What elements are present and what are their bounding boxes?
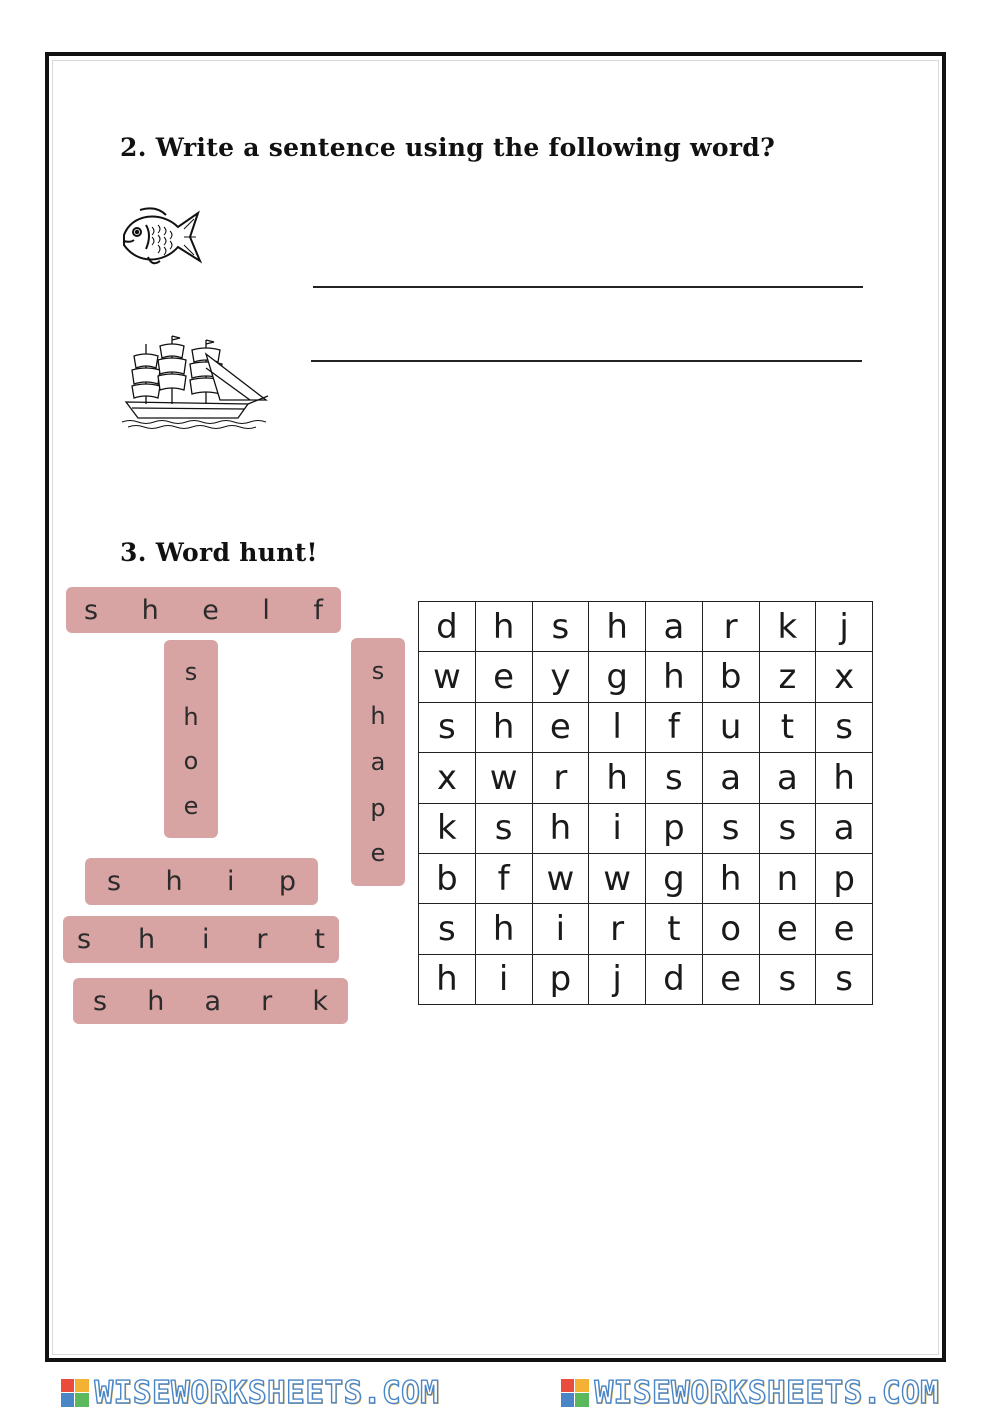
grid-cell[interactable]: e — [703, 955, 760, 1005]
footer-watermark — [0, 1372, 1000, 1413]
grid-cell[interactable]: t — [646, 904, 703, 954]
grid-cell[interactable]: d — [419, 602, 476, 652]
answer-line-1[interactable] — [313, 286, 863, 288]
word-tile-letter: o — [183, 747, 199, 776]
word-tile-letter: t — [314, 924, 325, 955]
grid-cell[interactable]: u — [703, 703, 760, 753]
grid-cell[interactable]: h — [476, 904, 533, 954]
grid-cell[interactable]: h — [703, 854, 760, 904]
word-tile-letter: i — [201, 924, 210, 955]
grid-cell[interactable]: s — [703, 804, 760, 854]
grid-cell[interactable]: a — [760, 753, 817, 803]
answer-line-2[interactable] — [311, 360, 862, 362]
fish-icon — [118, 205, 204, 271]
brand-logo-icon — [561, 1379, 589, 1407]
word-tile-letter: s — [184, 658, 198, 687]
word-tile-letter: k — [312, 985, 328, 1017]
grid-cell[interactable]: t — [760, 703, 817, 753]
grid-cell[interactable]: s — [760, 804, 817, 854]
brand-text: WISEWORKSHEETS.COM — [94, 1374, 440, 1411]
grid-cell[interactable]: p — [533, 955, 590, 1005]
grid-cell[interactable]: f — [646, 703, 703, 753]
grid-cell[interactable]: k — [760, 602, 817, 652]
grid-cell[interactable]: n — [760, 854, 817, 904]
grid-cell[interactable]: d — [646, 955, 703, 1005]
grid-cell[interactable]: r — [533, 753, 590, 803]
grid-cell[interactable]: s — [816, 703, 873, 753]
word-tile-ship[interactable] — [85, 858, 318, 905]
grid-cell[interactable]: e — [476, 652, 533, 702]
grid-cell[interactable]: e — [760, 904, 817, 954]
word-tile-letter: h — [141, 594, 159, 626]
word-tile-letter: s — [77, 924, 92, 955]
grid-cell[interactable]: w — [589, 854, 646, 904]
word-tile-letter: a — [370, 747, 386, 776]
grid-cell[interactable]: w — [476, 753, 533, 803]
word-tile-shelf[interactable] — [66, 587, 341, 633]
brand-logo-icon — [61, 1379, 89, 1407]
word-tile-letter: p — [370, 793, 386, 822]
grid-cell[interactable]: r — [703, 602, 760, 652]
grid-cell[interactable]: s — [419, 703, 476, 753]
grid-cell[interactable]: x — [419, 753, 476, 803]
grid-cell[interactable]: i — [533, 904, 590, 954]
word-tile-letter: e — [202, 594, 219, 626]
grid-cell[interactable]: w — [533, 854, 590, 904]
grid-cell[interactable]: p — [646, 804, 703, 854]
grid-cell[interactable]: s — [816, 955, 873, 1005]
section-3-heading: 3. Word hunt! — [120, 538, 318, 567]
word-tile-letter: s — [371, 656, 385, 685]
word-tile-shark[interactable] — [73, 978, 348, 1024]
grid-cell[interactable]: r — [589, 904, 646, 954]
word-tile-letter: s — [93, 985, 108, 1017]
grid-cell[interactable]: h — [816, 753, 873, 803]
grid-cell[interactable]: j — [816, 602, 873, 652]
word-tile-letter: r — [256, 924, 268, 955]
ship-icon — [120, 334, 270, 430]
word-tile-letter: h — [137, 924, 156, 955]
word-tile-letter: f — [313, 594, 323, 626]
word-tile-letter: r — [261, 985, 273, 1017]
word-tile-shirt[interactable] — [63, 916, 339, 963]
grid-cell[interactable]: h — [589, 753, 646, 803]
grid-cell[interactable]: y — [533, 652, 590, 702]
grid-cell[interactable]: s — [760, 955, 817, 1005]
grid-cell[interactable]: x — [816, 652, 873, 702]
word-tile-letter: h — [183, 702, 199, 731]
word-tile-letter: a — [204, 985, 221, 1017]
grid-cell[interactable]: h — [589, 602, 646, 652]
brand-watermark — [61, 1375, 440, 1411]
grid-cell[interactable]: s — [476, 804, 533, 854]
word-tile-letter: h — [370, 702, 386, 731]
word-tile-letter: e — [183, 791, 199, 820]
grid-cell[interactable]: a — [703, 753, 760, 803]
word-tile-shoe[interactable] — [164, 640, 218, 838]
grid-cell[interactable]: g — [589, 652, 646, 702]
word-tile-letter: i — [226, 866, 235, 897]
grid-cell[interactable]: b — [419, 854, 476, 904]
section-2-heading: 2. Write a sentence using the following word? — [120, 133, 776, 162]
grid-cell[interactable]: s — [533, 602, 590, 652]
grid-cell[interactable]: o — [703, 904, 760, 954]
grid-cell[interactable]: w — [419, 652, 476, 702]
grid-cell[interactable]: a — [646, 602, 703, 652]
grid-cell[interactable]: k — [419, 804, 476, 854]
grid-cell[interactable]: s — [646, 753, 703, 803]
grid-cell[interactable]: i — [476, 955, 533, 1005]
brand-watermark — [561, 1375, 940, 1411]
grid-cell[interactable]: g — [646, 854, 703, 904]
word-tile-letter: s — [84, 594, 99, 626]
grid-cell[interactable]: a — [816, 804, 873, 854]
grid-cell[interactable]: e — [816, 904, 873, 954]
grid-cell[interactable]: l — [589, 703, 646, 753]
word-tile-letter: s — [107, 866, 122, 897]
grid-cell[interactable]: j — [589, 955, 646, 1005]
word-tile-letter: p — [278, 866, 296, 897]
brand-text: WISEWORKSHEETS.COM — [594, 1374, 940, 1411]
grid-cell[interactable]: z — [760, 652, 817, 702]
grid-cell[interactable]: h — [476, 602, 533, 652]
grid-cell[interactable]: b — [703, 652, 760, 702]
grid-cell[interactable]: e — [533, 703, 590, 753]
grid-cell[interactable]: h — [476, 703, 533, 753]
word-search-grid — [418, 601, 873, 1005]
grid-cell[interactable]: h — [419, 955, 476, 1005]
word-tile-shape[interactable] — [351, 638, 405, 886]
grid-cell[interactable]: f — [476, 854, 533, 904]
word-tile-letter: e — [370, 839, 386, 868]
word-tile-letter: h — [147, 985, 165, 1017]
grid-cell[interactable]: p — [816, 854, 873, 904]
grid-cell[interactable]: h — [646, 652, 703, 702]
word-tile-letter: h — [165, 866, 183, 897]
word-tile-letter: l — [262, 594, 270, 626]
grid-cell[interactable]: s — [419, 904, 476, 954]
grid-cell[interactable]: h — [533, 804, 590, 854]
grid-cell[interactable]: i — [589, 804, 646, 854]
